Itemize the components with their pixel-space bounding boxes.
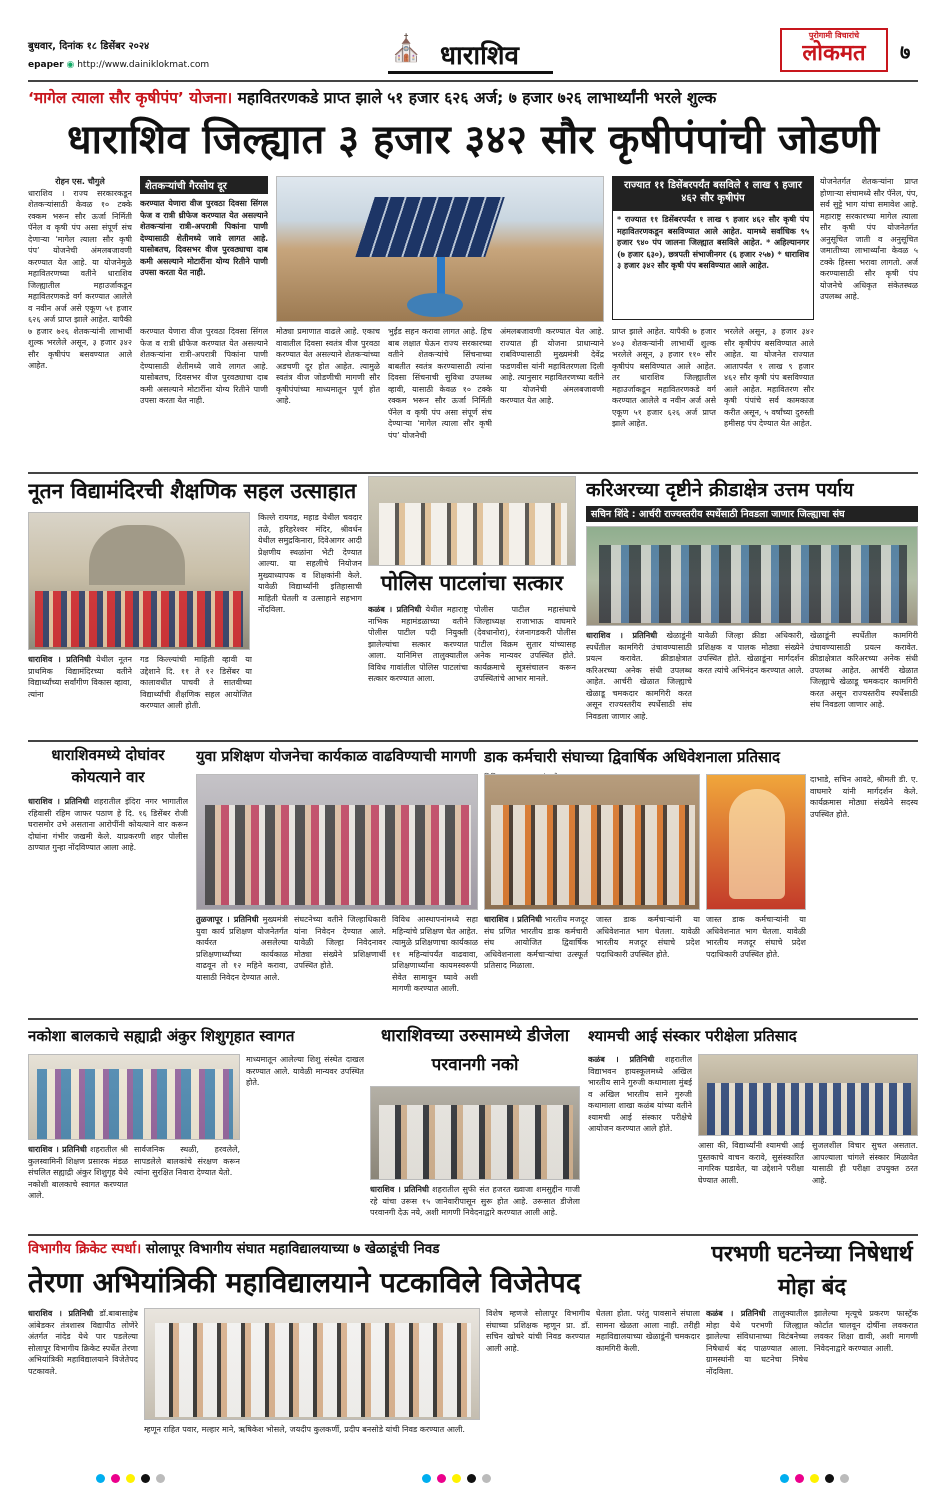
site-link[interactable]: http://www.dainiklokmat.com xyxy=(77,60,210,70)
water-basin-shape xyxy=(407,293,463,317)
cricket-headline: तेरणा अभियांत्रिकी महाविद्यालयाने पटकाविले विजेतेपद xyxy=(28,1266,581,1299)
sports-text-b: यावेळी जिल्हा क्रीडा अधिकारी, प्रशिक्षक व पालक मोठ्या संख्येने उपस्थित होते. खेळाडूंना मार्गदर्शन करत त्यांचे अभिनंदन करण्यात आले. xyxy=(698,631,804,675)
students-group-shape xyxy=(35,591,243,647)
lead-box-label: शेतकऱ्यांची गैरसोय दूर xyxy=(140,176,268,194)
school-text-b: गड किल्ल्यांची माहिती व्हावी या उद्देशाने दि. ११ ते १२ डिसेंबर या कालावधीत पाचवी ते सातवीच्या विद्यार्थ्यांची शैक्षणिक सहल आयोजित करण्यात आली होती. xyxy=(140,655,252,710)
postal-group-shape xyxy=(491,805,695,905)
exam-students-photo xyxy=(698,1054,918,1136)
cricket-byline: धाराशिव । प्रतिनिधी xyxy=(28,1309,94,1318)
solar-panel-shape xyxy=(355,197,504,257)
fort-gate-shape xyxy=(89,525,185,585)
youth-text-b: संघटनेच्या वतीने जिल्हाधिकारी यांना निवेदन देण्यात आले. यावेळी जिल्हा निवेदनावर मोठ्या संख्येने प्रशिक्षणार्थी उपस्थित होते. xyxy=(294,915,386,970)
issue-date: बुधवार, दिनांक १८ डिसेंबर २०२४ xyxy=(28,41,150,52)
nakoshi-byline: धाराशिव । प्रतिनिधी xyxy=(28,1145,87,1154)
nakoshi-text-c: माध्यमातून आलेल्या शिशु संस्थेत दाखल करण्यात आले. यावेळी मान्यवर उपस्थित होते. xyxy=(246,1055,364,1087)
lead-column-7: भरलेले असून, ३ हजार ३४२ सौर कृषीपंप बसविण्यात आले आहेत. या योजनेत राज्यात आतापर्यंत १ लाख ९ हजार ४६२ सौर कृषी पंप बसविण्यात आले आहेत. महावितरण सौर कृषी पंपांचे सर्व कामकाज करीत असून, ५ वर्षांच्या दुरुस्ती हमीसह पंप देण्यात येत आहेत. xyxy=(724,327,814,428)
archers-shape xyxy=(599,545,907,623)
cricket-kicker-red: विभागीय क्रिकेट स्पर्धा। xyxy=(28,1241,142,1257)
lead-column-4: भुईंड सहन करावा लागत आहे. हिच बाब लक्षात घेऊन राज्य सरकारच्या वतीने शेतकऱ्यांचे सिंचनाच्या बाबतीत स्वतंत्र करण्यासाठी त्यांना दिवसा सिंचनाची सुविधा उपलब्ध व्हावी, यासाठी केवळ १० टक्के रक्कम भरून सौर ऊर्जा निर्मिती पॅनेल व कृषी पंप असा संपूर्ण संच देण्याऱ्या ‘मागेल त्याला सौर कृषी पंप’ योजनेची xyxy=(388,327,492,440)
goddess-photo xyxy=(706,774,806,910)
cricket-team-photo xyxy=(144,1308,480,1420)
lead-column-2: करण्यात येणारा वीज पुरवठा दिवसा सिंगल फेज व रात्री थ्रीफेज करण्यात येत असल्याने शेतकऱ्यांना रात्री-अपरात्री पिकांना पाणी देण्यासाठी शेतीमध्ये जावे लागत आहे. यासोबतच, दिवसभर वीज पुरवठ्याचा दाब कमी असल्याने मोटारींना योग्य रितीने पाणी उपसा करता येत नाही. xyxy=(140,327,268,405)
youth-byline: तुळजापूर । प्रतिनिधी xyxy=(196,915,259,924)
lead-side-box-text: * राज्यात ११ डिसेंबरपर्यंत १ लाख ९ हजार ४६२ सौर कृषी पंप महावितरणकडून बसविण्यात आले आहेत. यामध्ये सर्वाधिक ९५ हजार ९४० पंप जालना जिल्ह्यात बसविले आहेत. * अहिल्यानगर (७ हजार ६३०), छत्रपती संभाजीनगर (६ हजार २५७) * धाराशिव ३ हजार ३४२ सौर कृषी पंप बसविण्यात आले आहेत. xyxy=(617,214,809,270)
parbhani-text-a xyxy=(706,1308,808,1464)
youth-text-c: विविध आस्थापनांमध्ये सहा महिन्यांचे प्रशिक्षण घेत आहेत. त्यामुळे प्रशिक्षणाचा कार्यकाळ ११ महिन्यांपर्यंत वाढवावा, प्रशिक्षणार्थ्यांना कायमस्वरूपी सेवेत सामावून घ्यावे अशी मागणी करण्यात आली. xyxy=(392,915,478,993)
urus-group-shape xyxy=(379,1105,573,1179)
masthead xyxy=(0,0,945,82)
postal-meeting-photo xyxy=(484,774,700,910)
sports-text-a xyxy=(586,630,692,738)
cricket-text-a xyxy=(28,1308,138,1464)
parbhani-text-b: झालेल्या मृत्यूचे प्रकरण फास्ट्रॅक कोर्टात चालवून दोषींना लवकरात लवकर शिक्षा द्यावी, अशी मागणी निवेदनाद्वारे करण्यात आली. xyxy=(814,1309,918,1353)
postal-text-d: जास्त डाक कर्मचाऱ्यांनी या अधिवेशनात भाग घेतला. यावेळी भारतीय मजदूर संघाचे प्रदेश पदाधिकारी उपस्थित होते. xyxy=(706,915,806,959)
postal-text-a-body: भारतीय मजदूर संघ प्रणित भारतीय डाक कर्मचारी संघ आयोजित द्विवार्षिक अधिवेशनाला कर्मचाऱ्यांचा उत्स्फूर्त प्रतिसाद मिळाला. xyxy=(484,915,588,970)
urus-text-body: शहरातील सुफी संत हजरत ख्वाजा शमसुद्दीन गाजी रहे यांचा उरूस १५ जानेवारीपासून सुरू होत आहे. उरूसात डीजेला परवानगी देऊ नये, अशी मागणी निवेदनाद्वारे करण्यात आली आहे. xyxy=(370,1185,580,1217)
print-registration-marks-center xyxy=(422,1474,491,1483)
sports-text-c: खेळाडूंनी स्पर्धेतील कामगिरी उंचावण्यासाठी प्रयत्न करावेत. क्रीडाक्षेत्रात करिअरच्या अनेक संधी उपलब्ध आहेत. आर्चरी खेळात जिल्ह्याचे खेळाडू चमकदार कामगिरी करत असून राज्यस्तरीय स्पर्धेसाठी संघ निवडला जाणार आहे. xyxy=(810,631,918,709)
parbhani-headline: परभणी घटनेच्या निषेधार्थ मोहा बंद xyxy=(711,1242,913,1300)
school-headline: नूतन विद्यामंदिरची शैक्षणिक सहल उत्साहात xyxy=(28,479,357,503)
gray-dot xyxy=(156,1474,165,1483)
people-group-shape xyxy=(379,503,567,565)
police-byline: कळंब । प्रतिनिधी xyxy=(368,605,422,614)
sports-headline: करिअरच्या दृष्टीने क्रीडाक्षेत्र उत्तम पर्याय xyxy=(586,479,854,501)
koyta-text xyxy=(28,796,188,936)
lead-kicker-text: महावितरणकडे प्राप्त झाले ५१ हजार ६२६ अर्ज; ७ हजार ७२६ लाभार्थ्यांनी भरले शुल्क xyxy=(237,89,717,107)
koyta-text-body: शहरातील इंदिरा नगर भागातील रहिवासी रहिम जाफर पठाण हे दि. १६ डिसेंबर रोजी घरासमोर उभे असताना आरोपींनी कोयत्याने वार करून दोघांना गंभीर जखमी केले. याप्रकरणी शहर पोलीस ठाण्यात गुन्हा नोंदविण्यात आला आहे. xyxy=(28,797,188,852)
black-dot xyxy=(141,1474,150,1483)
school-byline: धाराशिव । प्रतिनिधी xyxy=(28,655,91,664)
police-headline: पोलिस पाटलांचा सत्कार xyxy=(380,571,564,595)
school-text-c: किल्ले रायगड, महाड येथील चवदार तळे, हरिहरेश्वर मंदिर, श्रीवर्धन येथील समुद्रकिनारा, दिवेआगर आदी प्रेक्षणीय स्थळांना भेटी देण्यात आल्या. या सहलीचे नियोजन मुख्याध्यापक व शिक्षकांनी केले. यावेळी विद्यार्थ्यांनी इतिहासाची माहिती घेतली व उत्साहाने सहभाग नोंदविला. xyxy=(258,513,362,614)
postal-text-b: जास्त डाक कर्मचाऱ्यांनी या अधिवेशनात भाग घेतला. यावेळी भारतीय मजदूर संघाचे प्रदेश पदाधिकारी उपस्थित होते. xyxy=(596,915,700,959)
cricket-text-a-body: डॉ.बाबासाहेब आंबेडकर तंत्रशास्त्र विद्यापीठ लोणेरे अंतर्गत नांदेड येथे पार पडलेल्या सोलापूर विभागीय क्रिकेट स्पर्धेत तेरणा अभियांत्रिकी महाविद्यालयाने विजेतेपद पटकावले. xyxy=(28,1309,138,1376)
youth-headline: युवा प्रशिक्षण योजनेचा कार्यकाळ वाढविण्याची मागणी xyxy=(196,749,477,765)
parbhani-text-a-body: तालुक्यातील मोहा येथे परभणी जिल्ह्यात झालेल्या संविधानाच्या विटंबनेच्या निषेधार्थ बंद पाळण्यात आला. ग्रामस्थांनी या घटनेचा निषेध नोंदविला. xyxy=(706,1309,808,1376)
cricket-kicker-text: सोलापूर विभागीय संघात महाविद्यालयाच्या ७ खेळाडूंची निवड xyxy=(145,1241,440,1257)
lead-column-5: अंमलबजावणी करण्यात येत आहे. राज्यात ही योजना प्राधान्याने राबविण्यासाठी मुख्यमंत्री देवेंद्र फडणवीस यांनी महावितरणला दिली आहे. त्यानुसार महावितरणच्या वतीने या योजनेची अंमलबजावणी करण्यात येत आहे. xyxy=(500,327,604,405)
lead-headline: धाराशिव जिल्ह्यात ३ हजार ३४२ सौर कृषीपंपांची जोडणी xyxy=(67,117,879,163)
yellow-dot xyxy=(810,1474,819,1483)
yellow-dot xyxy=(452,1474,461,1483)
postal-text-c: दाभाडे, सचिन आवटे, श्रीमती डी. ए. वाघमारे यांनी मार्गदर्शन केले. कार्यक्रमास मोठ्या संख्येने सदस्य उपस्थित होते. xyxy=(810,775,918,819)
shyam-text-b: आसा की, विद्यार्थ्यांनी श्यामची आई पुस्तकाचे वाचन करावे, सुसंस्कारित नागरिक घडावेत, या उद्देशाने परीक्षा घेण्यात आली. xyxy=(698,1141,804,1185)
gray-dot xyxy=(482,1474,491,1483)
nakoshi-headline: नकोशा बालकाचे सह्याद्री अंकुर शिशुगृहात स्वागत xyxy=(28,1027,295,1045)
shyam-text-c: सुजलशील विचार सुचत असतात. आपल्याला चांगले संस्कार मिळावेत यासाठी ही परीक्षा उपयुक्त ठरत आहे. xyxy=(812,1141,918,1185)
section-rule-3 xyxy=(28,1018,918,1020)
lead-side-box xyxy=(612,176,814,320)
shyam-headline: श्यामची आई संस्कार परीक्षेला प्रतिसाद xyxy=(588,1027,797,1045)
school-text-a-body: येथील नूतन प्राथमिक विद्यामंदिरच्या वतीने विद्यार्थ्यांच्या सर्वांगीण विकास व्हावा, त्यांना xyxy=(28,655,132,699)
urus-meeting-photo xyxy=(370,1086,580,1180)
print-registration-marks-right xyxy=(780,1474,849,1483)
edition-title: धाराशिव xyxy=(440,41,519,71)
lead-text-1: धाराशिव । राज्य सरकारकडून शेतकऱ्यांसाठी केवळ १० टक्के रक्कम भरून सौर ऊर्जा निर्मिती पॅनेल व कृषी पंप असा संपूर्ण संच देणाऱ्या ‘मागेल त्याला सौर कृषी पंप’ योजनेची अंमलबजावणी करण्यात येत आहे. या योजनेमुळे महावितरणच्या वतीने धाराशिव जिल्ह्यातील महाउर्जाकडून महावितरणकडे वर्ग करण्यात आलेले व नवीन अर्ज असे एकूण ५१ हजार ६२६ अर्ज प्राप्त झाले आहेत. यापैकी ७ हजार ७२६ शेतकऱ्यांनी लाभार्थी शुल्क भरलेले असून, ३ हजार ३४२ सौर कृषीपंप बसवण्यात आले आहेत. xyxy=(28,188,132,370)
sports-text-a-body: खेळाडूंनी स्पर्धेतील कामगिरी उंचावण्यासाठी प्रयत्न करावेत. क्रीडाक्षेत्रात करिअरच्या अनेक संधी उपलब्ध आहेत. आर्चरी खेळात जिल्ह्याचे खेळाडू चमकदार कामगिरी करत असून राज्यस्तरीय स्पर्धेसाठी संघ निवडला जाणार आहे. xyxy=(586,631,692,721)
urus-headline: धाराशिवच्या उरुसामध्ये डीजेला परवानगी नको xyxy=(380,1026,570,1075)
lead-column-1 xyxy=(28,176,132,476)
section-rule-4 xyxy=(28,1234,918,1236)
yellow-dot xyxy=(126,1474,135,1483)
youth-group-shape xyxy=(205,805,471,905)
cyan-dot xyxy=(422,1474,431,1483)
youth-text-a-body: मुख्यमंत्री युवा कार्य प्रशिक्षण योजनेतर्गत कार्यरत असलेल्या प्रशिक्षणार्थ्यांच्या कार्यकाळ वाढवून तो १२ महिने करावा, यासाठी निवेदन देण्यात आले. xyxy=(196,915,288,982)
brand-tagline: पुरोगामी विचारांचे xyxy=(808,31,860,40)
cricket-text-c: विशेष म्हणजे सोलापूर विभागीय संघाच्या प्रशिक्षक म्हणून प्रा. डॉ. सचिन खोचरे यांची निवड करण्यात आली आहे. xyxy=(486,1309,590,1353)
masthead-rule xyxy=(28,80,918,82)
shyam-text-a xyxy=(588,1054,692,1234)
exam-rows-shape xyxy=(707,1083,911,1135)
lead-side-box-title: राज्यात ११ डिसेंबरपर्यंत बसविले १ लाख ९ हजार ४६२ सौर कृषीपंप xyxy=(613,177,813,211)
youth-memorandum-photo xyxy=(196,774,478,910)
solar-pump-photo xyxy=(276,176,604,322)
school-text-a xyxy=(28,654,132,736)
nakoshi-text-b: सार्वजनिक स्थळी, हरवलेले, सापडलेले बालकांचे संरक्षण करून त्यांना सुरक्षित निवारा देण्यात येतो. xyxy=(134,1145,240,1177)
cricket-team-shape xyxy=(155,1323,471,1417)
postal-headline: डाक कर्मचारी संघाच्या द्विवार्षिक अधिवेशनाला प्रतिसाद xyxy=(484,748,781,766)
school-trip-photo xyxy=(28,512,250,650)
police-text-a-body: येथील महाराष्ट्र नाभिक महामंडळाच्या वतीने पोलीस पाटील पदी नियुक्ती झालेल्यांचा सत्कार करण्यात आला. यानिमित्त तालुक्यातील विविध गावांतील पोलिस पाटलांचा सत्कार करण्यात आला. xyxy=(368,605,468,683)
postal-byline: धाराशिव । प्रतिनिधी xyxy=(484,915,542,924)
section-rule-2 xyxy=(28,740,918,742)
lead-kicker xyxy=(28,86,918,108)
magenta-dot xyxy=(437,1474,446,1483)
police-text-a xyxy=(368,604,468,738)
sports-byline: धाराशिव । प्रतिनिधी xyxy=(586,631,658,640)
tower-icon: ⛪ xyxy=(390,34,423,64)
goddess-figure-shape xyxy=(729,789,785,899)
koyta-byline: धाराशिव । प्रतिनिधी xyxy=(28,797,90,806)
epaper-label: epaper xyxy=(28,60,64,70)
lead-side-column: योजनेतर्गत शेतकऱ्यांना प्राप्त होणाऱ्या संचामध्ये सौर पॅनेल, पंप, सर्व सुट्टे भाग यांचा समावेश आहे. महाराष्ट्र सरकारच्या मागेल त्याला सौर कृषी पंप योजनेतर्गत अनुसूचित जाती व अनुसूचित जमातीच्या लाभार्थ्यांना केवळ ५ टक्के हिस्सा भरावा लागतो. अर्ज करण्यासाठी सौर कृषी पंप योजनेचे अधिकृत संकेतस्थळ उपलब्ध आहे. xyxy=(820,177,918,301)
brand-logo xyxy=(780,28,888,72)
magenta-dot xyxy=(795,1474,804,1483)
section-rule-1 xyxy=(28,472,918,474)
cyan-dot xyxy=(780,1474,789,1483)
black-dot xyxy=(467,1474,476,1483)
sports-subhead: सचिन शिंदे : आर्चरी राज्यस्तरीय स्पर्धेसाठी निवडला जाणार जिल्ह्याचा संघ xyxy=(586,506,918,522)
lead-column-6: प्राप्त झाले आहेत. यापैकी ७ हजार ४०३ शेतकऱ्यांनी लाभार्थी शुल्क भरलेले असून, ३ हजार ११० सौर कृषीपंप बसविण्यात आले आहेत. तर धाराशिव जिल्ह्यातील महाउर्जाकडून महावितरणकडे वर्ग करण्यात आलेले व नवीन अर्ज असे एकूण ५१ हजार ६२६ अर्ज प्राप्त झाले आहेत. xyxy=(612,327,716,428)
lead-byline: रोहन एस. चौगुले xyxy=(55,177,105,186)
globe-icon: ◉ xyxy=(66,60,75,70)
page-number: ७ xyxy=(900,40,911,64)
black-dot xyxy=(825,1474,834,1483)
urus-byline: धाराशिव । प्रतिनिधी xyxy=(370,1185,429,1194)
lead-box-text: करण्यात येणारा वीज पुरवठा दिवसा सिंगल फेज व रात्री थ्रीफेज करण्यात येत असल्याने शेतकऱ्यांना रात्री-अपरात्री पिकांना पाणी देण्यासाठी शेतीमध्ये जावे लागत आहे. यासोबतच, दिवसभर वीज पुरवठ्याचा दाब कमी असल्याने मोटारींना योग्य रितीने पाणी उपसा करता येत नाही. xyxy=(140,198,268,277)
urus-text xyxy=(370,1184,580,1234)
brand-name: लोकमत xyxy=(802,41,866,66)
shishugruh-group-shape xyxy=(37,1069,233,1139)
lead-column-3: मोठ्या प्रमाणात वाढले आहे. एकाच वावातील दिवसा स्वतंत्र वीज पुरवठा करण्यात येत असल्याने शेतकऱ्यांच्या अडचणी दूर होत आहेत. त्यामुळे स्वतंत्र वीज जोडणीची मागणी सौर कृषीपंपांच्या माध्यमातून पूर्ण होत आहे. xyxy=(276,327,380,405)
youth-text-a xyxy=(196,914,288,1022)
nakoshi-text-a-body: शहरातील श्री कुलस्वामिनी शिक्षण प्रसारक मंडळ संचलित सह्याद्री अंकुर शिशुगृह येथे नकोशी बालकाचे स्वागत करण्यात आले. xyxy=(28,1145,128,1200)
epaper-line xyxy=(28,60,209,70)
cricket-text-d: घेतला होता. परंतु पावसाने संघाला सामना खेळता आला नाही. तरीही महाविद्यालयाच्या खेळाडूंनी चमकदार कामगिरी केली. xyxy=(596,1309,700,1353)
cricket-kicker xyxy=(28,1238,700,1260)
nakoshi-text-a xyxy=(28,1144,128,1234)
police-felicitation-photo xyxy=(368,476,576,566)
parbhani-byline: कळंब । प्रतिनिधी xyxy=(706,1309,766,1318)
print-registration-marks-left xyxy=(96,1474,165,1483)
postal-text-a xyxy=(484,914,588,1022)
shishugruh-photo xyxy=(28,1054,240,1140)
cricket-text-b: म्हणून राहित पवार, मल्हार माने, ऋषिकेश भोसले, जयदीप कुलकर्णी, प्रदीप बनसोडे यांची निवड करण्यात आली. xyxy=(144,1425,465,1434)
gray-dot xyxy=(840,1474,849,1483)
cyan-dot xyxy=(96,1474,105,1483)
magenta-dot xyxy=(111,1474,120,1483)
koyta-headline: धाराशिवमध्ये दोघांवर कोयत्याने वार xyxy=(51,746,165,786)
archery-photo xyxy=(586,526,918,626)
police-text-b: पोलीस पाटील महासंघाचे जिल्हाध्यक्ष राजाभाऊ वाघमारे (देवधानोरा), रंजनागडकरी पोलीस पाटील विक्रम सुतार यांच्यासह अनेक मान्यवर उपस्थित होते. कार्यक्रमाचे सूत्रसंचालन करून उपस्थितांचे आभार मानले. xyxy=(474,605,576,683)
shyam-text-a-body: शहरातील विद्याभवन हायस्कूलमध्ये अखिल भारतीय साने गुरुजी कथामाला मुंबई व अखिल भारतीय साने गुरुजी कथामाला शाखा कळंब यांच्या वतीने श्यामची आई संस्कार परीक्षेचे आयोजन करण्यात आले होते. xyxy=(588,1055,692,1133)
lead-kicker-red: ‘मागेल त्याला सौर कृषीपंप’ योजना। xyxy=(28,89,233,107)
edition-banner xyxy=(388,30,553,74)
shyam-byline: कळंब । प्रतिनिधी xyxy=(588,1055,655,1064)
